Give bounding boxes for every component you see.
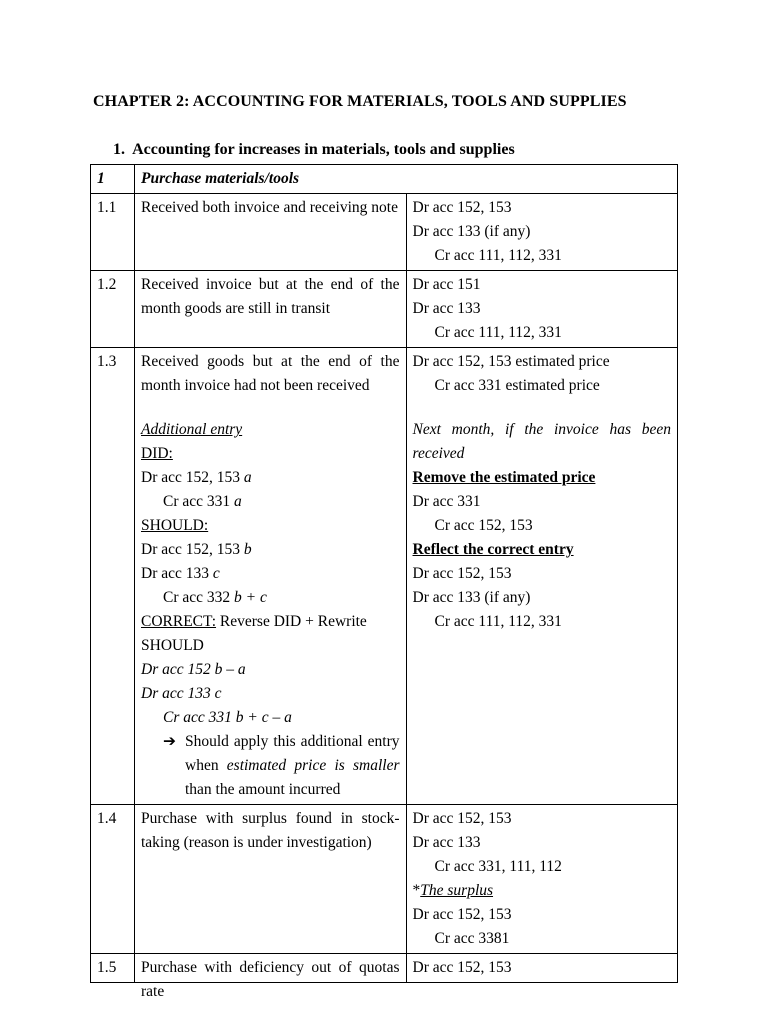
correct-line (141, 610, 400, 658)
table-row (91, 954, 678, 983)
additional-entry-label: Additional entry (141, 421, 243, 438)
entry-text: Cr acc 332 (163, 589, 235, 606)
entry-line: Dr acc 133 (if any) (412, 223, 531, 240)
arrow-icon: ➔ (163, 733, 176, 750)
should-line (141, 538, 400, 562)
entry-line: Dr acc 331 (412, 493, 481, 510)
entry-line: Dr acc 152, 153 estimated price (412, 353, 610, 370)
entry-line: Dr acc 133 (412, 834, 481, 851)
correct-entry: Dr acc 152 b – a (141, 661, 246, 678)
row-description: Purchase with surplus found in stock-taking (reason is under investigation) (135, 805, 407, 954)
surplus-label (413, 879, 672, 903)
entry-line: Cr acc 3381 (434, 930, 510, 947)
header-number: 1 (91, 165, 135, 194)
spacer (413, 398, 672, 418)
row-entries (406, 954, 678, 983)
entry-value: a (234, 493, 242, 510)
row-number: 1.4 (91, 805, 135, 954)
section-title: Accounting for increases in materials, tools and supplies (132, 141, 515, 158)
row-number: 1.1 (91, 194, 135, 271)
description-text: Received goods but at the end of the month invoice had not been received (141, 353, 400, 394)
entry-value: c (212, 565, 220, 582)
note-part: estimated price is smaller (226, 757, 400, 774)
description-text: Purchase with deficiency out of quotas rate (141, 959, 400, 1000)
entry-line: Cr acc 111, 112, 331 (434, 613, 562, 630)
row-entries (406, 805, 678, 954)
entry-value: a (243, 469, 252, 486)
row-number: 1.3 (91, 348, 135, 805)
row-number: 1.2 (91, 271, 135, 348)
row-description (135, 954, 407, 1000)
table-row (91, 271, 678, 348)
entry-line: Cr acc 331, 111, 112 (434, 858, 562, 875)
did-line (141, 466, 400, 490)
did-label: DID: (141, 445, 173, 462)
row-description: Received both invoice and receiving note (135, 194, 407, 271)
entry-line: Dr acc 152, 153 (412, 810, 512, 827)
correct-entry: Cr acc 331 b + c – a (163, 709, 292, 726)
table-row (91, 348, 678, 805)
section-heading (113, 141, 515, 159)
table-header-row (91, 165, 678, 194)
table-row (91, 194, 678, 271)
correct-entry: Dr acc 133 c (141, 685, 222, 702)
entry-line: Dr acc 152, 153 (412, 565, 512, 582)
entry-text: Dr acc 133 (141, 565, 213, 582)
spacer (141, 398, 400, 418)
row-number: 1.5 (91, 954, 135, 983)
entry-line: Dr acc 152, 153 (412, 906, 512, 923)
surplus-text: The surplus (420, 882, 494, 899)
entry-line: Dr acc 152, 153 (412, 959, 512, 976)
row-entries (406, 271, 678, 348)
entry-text: Dr acc 152, 153 (141, 541, 244, 558)
entry-line: Cr acc 152, 153 (434, 517, 533, 534)
chapter-title: CHAPTER 2: ACCOUNTING FOR MATERIALS, TOOLS AND SUPPLIES (93, 93, 627, 110)
reflect-heading: Reflect the correct entry (412, 541, 574, 558)
row-entries (406, 194, 678, 271)
entry-value: b (243, 541, 252, 558)
entry-line: Dr acc 133 (if any) (412, 589, 531, 606)
row-description: Received invoice but at the end of the month goods are still in transit (135, 271, 407, 348)
entry-line: Dr acc 133 (412, 300, 481, 317)
table-row (91, 805, 678, 954)
correct-label: CORRECT: (141, 613, 217, 630)
entry-line: Cr acc 331 estimated price (434, 377, 600, 394)
should-line (141, 586, 400, 610)
next-month-note: Next month, if the invoice has been received (412, 421, 671, 462)
entry-value: b + c (234, 589, 267, 606)
did-line (141, 490, 400, 514)
entry-line: Dr acc 151 (412, 276, 481, 293)
header-title: Purchase materials/tools (135, 165, 678, 194)
note-part: than the amount incurred (185, 781, 341, 798)
note-block (141, 730, 400, 802)
entry-line: Dr acc 152, 153 (412, 199, 512, 216)
entry-line: Cr acc 111, 112, 331 (434, 324, 562, 341)
row-entries (406, 348, 678, 805)
correct-text: Reverse DID + Rewrite SHOULD (141, 613, 367, 654)
should-label: SHOULD: (141, 517, 209, 534)
note-text (185, 730, 400, 802)
entry-text: Cr acc 331 (163, 493, 235, 510)
entry-text: Dr acc 152, 153 (141, 469, 244, 486)
should-line (141, 562, 400, 586)
entry-line: Cr acc 111, 112, 331 (434, 247, 562, 264)
asterisk: * (412, 882, 421, 899)
row-description (135, 348, 407, 805)
note-part: Should apply this additional entry when (185, 733, 400, 774)
accounting-table (90, 164, 678, 1000)
section-number: 1. (113, 141, 125, 158)
remove-heading: Remove the estimated price (412, 469, 596, 486)
